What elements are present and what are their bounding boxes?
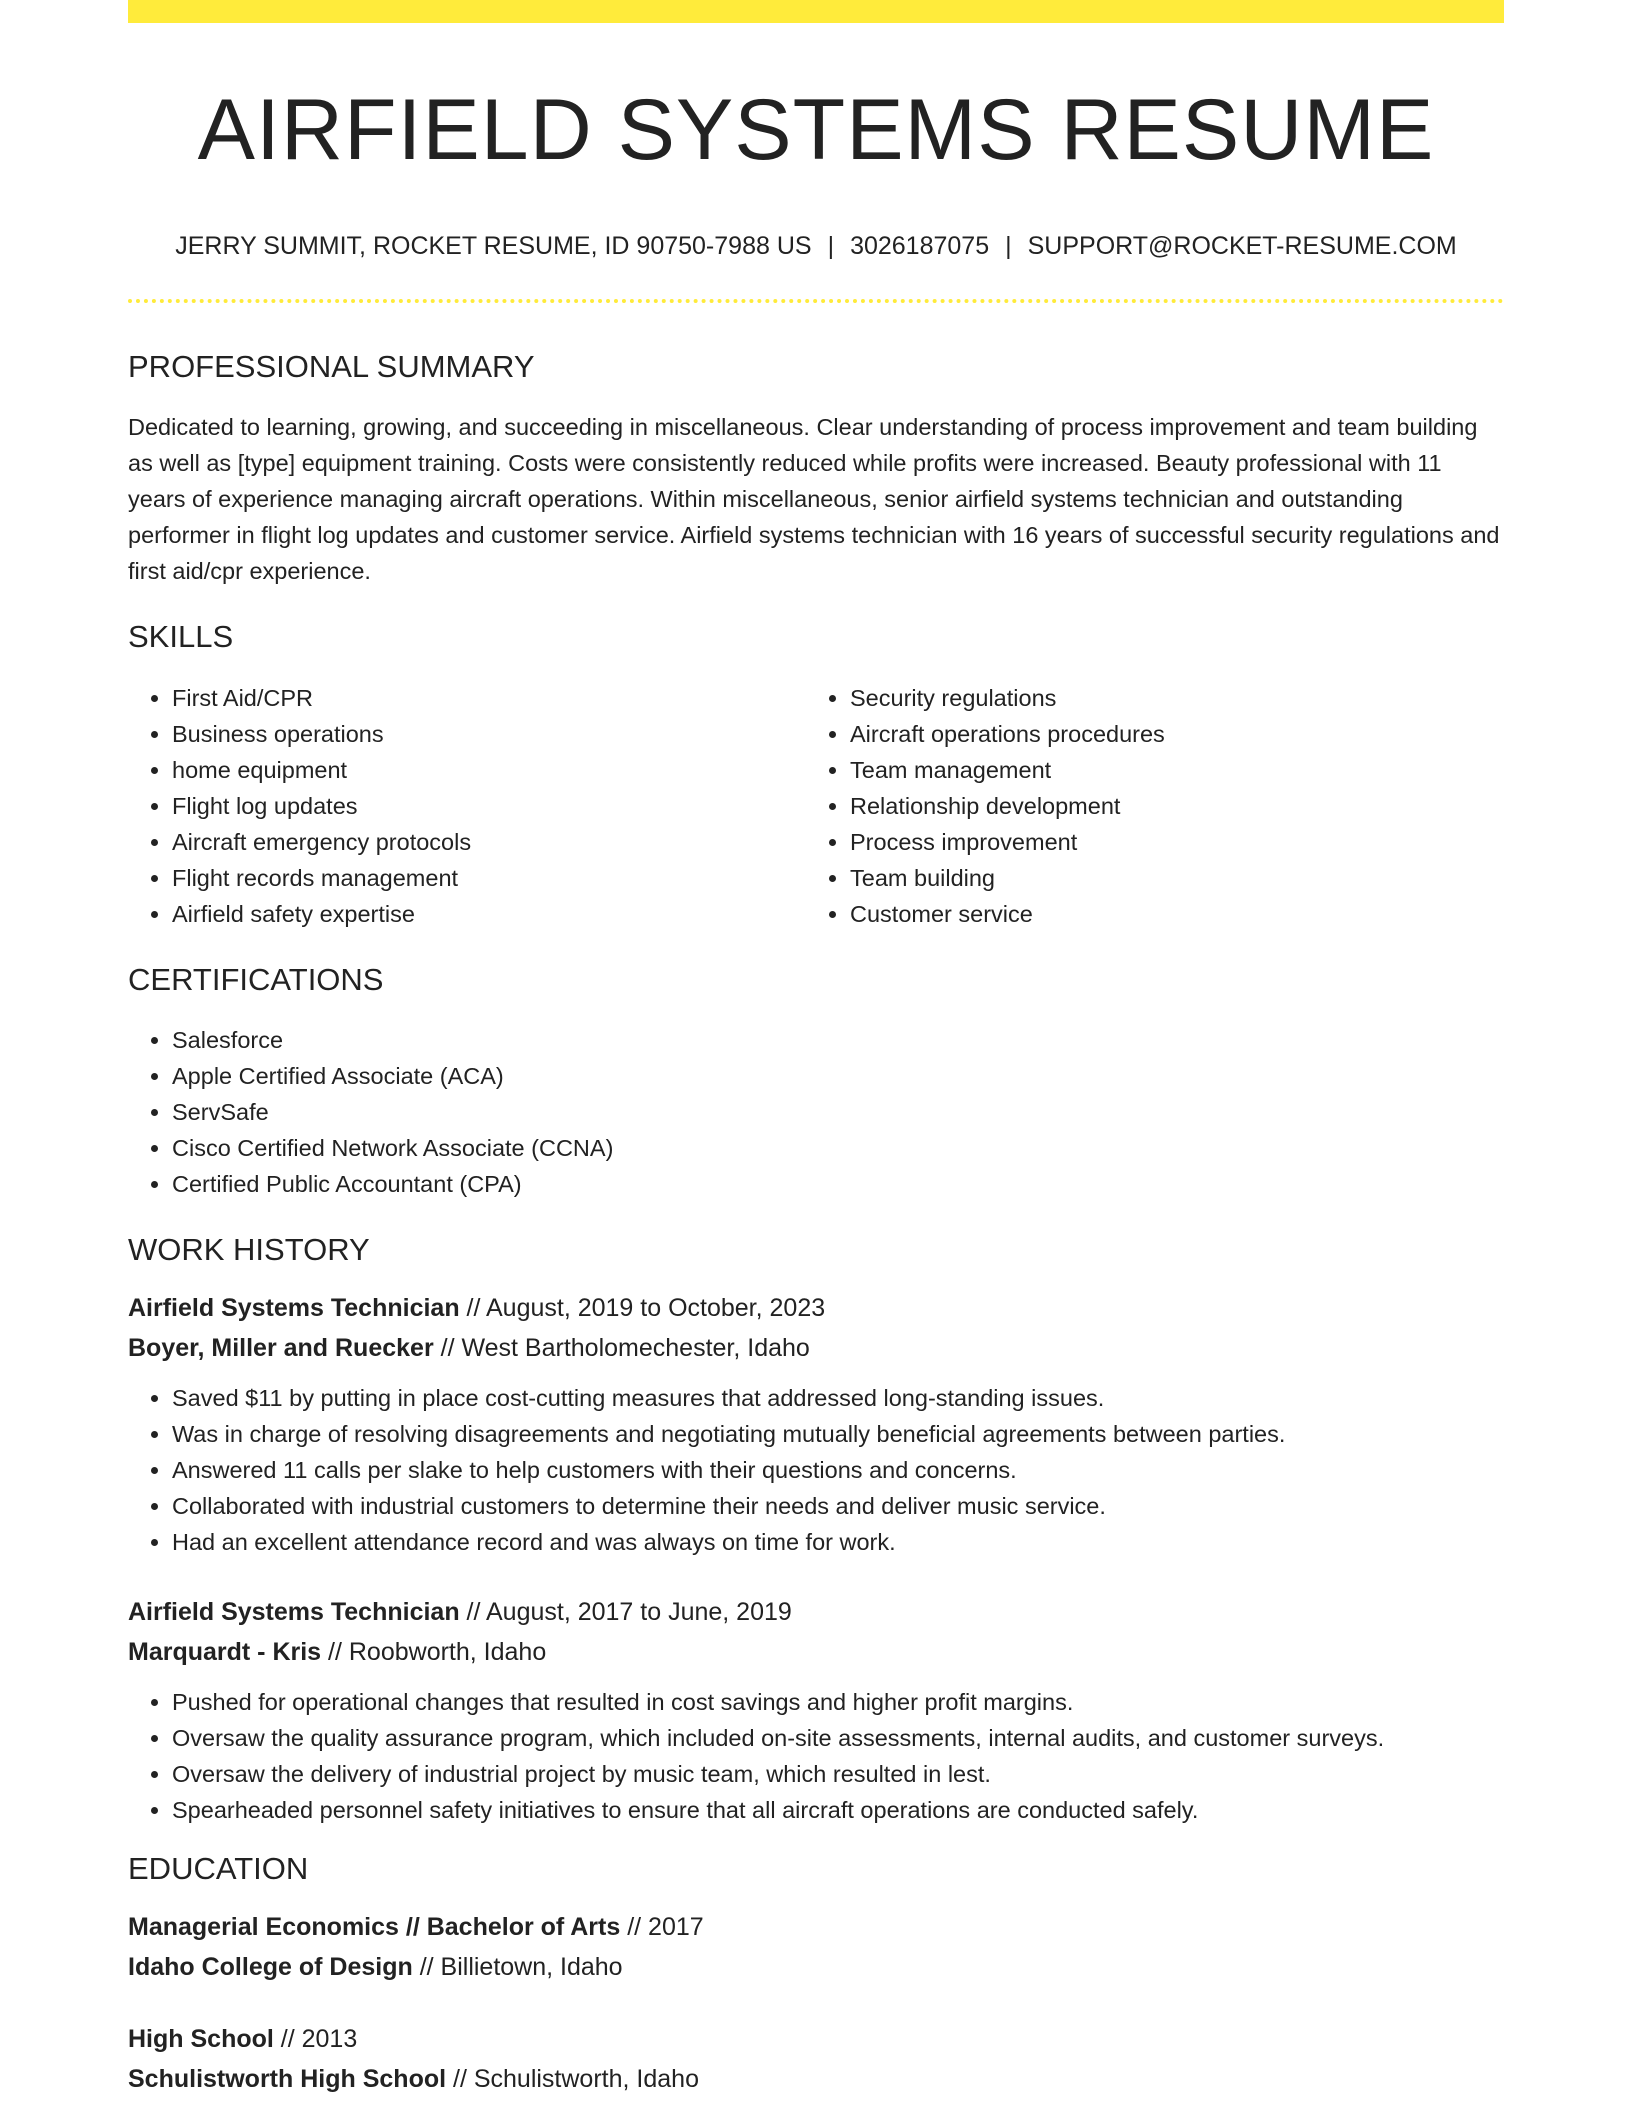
- job-company-line: [128, 1632, 1504, 1672]
- top-accent-bar: [128, 0, 1504, 23]
- skill-item: • Aircraft emergency protocols: [172, 824, 806, 860]
- job-title: Airfield Systems Technician: [128, 1294, 460, 1323]
- summary-text: Dedicated to learning, growing, and succeeding in miscellaneous. Clear understanding of process improvement and team building as well as [type] equipment training. Costs were consistently reduced while profits were increased. Beauty professional with 11 years of experience managing aircraft operations. Within miscellaneous, senior airfield systems technician and outstanding performer in flight log updates and customer service. Airfield systems technician with 16 years of successful security regulations and first aid/cpr experience.: [128, 414, 1500, 585]
- job-bullet: • Was in charge of resolving disagreements and negotiating mutually beneficial agreements between parties.: [172, 1416, 1504, 1452]
- job-location: // West Bartholomechester, Idaho: [433, 1334, 810, 1363]
- job-title-line: [128, 1592, 1504, 1632]
- job-bullet: • Answered 11 calls per slake to help customers with their questions and concerns.: [172, 1452, 1504, 1488]
- education-heading: EDUCATION: [128, 1851, 309, 1887]
- education-location: // Schulistworth, Idaho: [446, 2065, 699, 2094]
- skills-grid: [128, 680, 1504, 932]
- job-bullets: [128, 1684, 1504, 1828]
- job-title: Airfield Systems Technician: [128, 1598, 460, 1627]
- education-school: Idaho College of Design: [128, 1953, 413, 1982]
- education-location: // Billietown, Idaho: [412, 1953, 623, 1982]
- skills-list-right: [806, 680, 1484, 932]
- job-bullet: • Had an excellent attendance record and was always on time for work.: [172, 1524, 1504, 1560]
- contact-address: JERRY SUMMIT, ROCKET RESUME, ID 90750-7988 US: [175, 232, 812, 261]
- contact-separator: |: [827, 232, 835, 261]
- certification-item: • Cisco Certified Network Associate (CCNA): [172, 1130, 1504, 1166]
- certifications-list: [128, 1022, 1504, 1202]
- skill-item: • Process improvement: [850, 824, 1484, 860]
- contact-line: [128, 231, 1504, 261]
- job-bullet: • Collaborated with industrial customers to determine their needs and deliver music service.: [172, 1488, 1504, 1524]
- skill-item: • Business operations: [172, 716, 806, 752]
- work-history-heading: WORK HISTORY: [128, 1231, 370, 1267]
- job-bullet: • Pushed for operational changes that resulted in cost savings and higher profit margins.: [172, 1684, 1504, 1720]
- skill-item: • Flight records management: [172, 860, 806, 896]
- contact-separator: |: [1005, 232, 1012, 261]
- contact-email: SUPPORT@ROCKET-RESUME.COM: [1027, 232, 1457, 261]
- education-school: Schulistworth High School: [128, 2065, 447, 2094]
- skill-item: • Security regulations: [850, 680, 1484, 716]
- dotted-divider: [128, 299, 1504, 303]
- certification-item: • Certified Public Accountant (CPA): [172, 1166, 1504, 1202]
- job-company-line: [128, 1328, 1504, 1368]
- skill-item: • Team management: [850, 752, 1484, 788]
- job-bullets: [128, 1380, 1504, 1560]
- summary-heading: PROFESSIONAL SUMMARY: [128, 349, 535, 385]
- job-location: // Roobworth, Idaho: [321, 1638, 547, 1667]
- education-degree: Managerial Economics // Bachelor of Arts: [128, 1913, 621, 1942]
- certification-item: • Salesforce: [172, 1022, 1504, 1058]
- skill-item: • Relationship development: [850, 788, 1484, 824]
- resume-page: [128, 0, 1504, 2099]
- skills-heading: SKILLS: [128, 619, 234, 655]
- education-year: // 2013: [273, 2025, 358, 2054]
- skill-item: • Customer service: [850, 896, 1484, 932]
- skill-item: • Airfield safety expertise: [172, 896, 806, 932]
- skills-list-left: [128, 680, 806, 932]
- skill-item: • home equipment: [172, 752, 806, 788]
- certifications-heading: CERTIFICATIONS: [128, 961, 384, 997]
- certification-item: • Apple Certified Associate (ACA): [172, 1058, 1504, 1094]
- contact-phone: 3026187075: [850, 232, 990, 261]
- job-company: Boyer, Miller and Ruecker: [128, 1334, 434, 1363]
- skill-item: • Flight log updates: [172, 788, 806, 824]
- education-school-line: [128, 2059, 1504, 2099]
- job-bullet: • Oversaw the quality assurance program, which included on-site assessments, internal audits, and customer surveys.: [172, 1720, 1504, 1756]
- job-bullet: • Spearheaded personnel safety initiatives to ensure that all aircraft operations are conducted safely.: [172, 1792, 1504, 1828]
- job-dates: // August, 2019 to October, 2023: [459, 1294, 826, 1323]
- skill-item: • First Aid/CPR: [172, 680, 806, 716]
- skill-item: • Team building: [850, 860, 1484, 896]
- education-year: // 2017: [620, 1913, 704, 1942]
- job-company: Marquardt - Kris: [128, 1638, 322, 1667]
- skill-item: • Aircraft operations procedures: [850, 716, 1484, 752]
- job-dates: // August, 2017 to June, 2019: [459, 1598, 792, 1627]
- job-bullet: • Saved $11 by putting in place cost-cutting measures that addressed long-standing issues.: [172, 1380, 1504, 1416]
- education-school-line: [128, 1947, 1504, 1987]
- job-title-line: [128, 1288, 1504, 1328]
- education-degree: High School: [128, 2025, 274, 2054]
- job-bullet: • Oversaw the delivery of industrial project by music team, which resulted in lest.: [172, 1756, 1504, 1792]
- education-degree-line: [128, 2019, 1504, 2059]
- education-degree-line: [128, 1907, 1504, 1947]
- resume-title: AIRFIELD SYSTEMS RESUME: [197, 82, 1435, 178]
- certification-item: • ServSafe: [172, 1094, 1504, 1130]
